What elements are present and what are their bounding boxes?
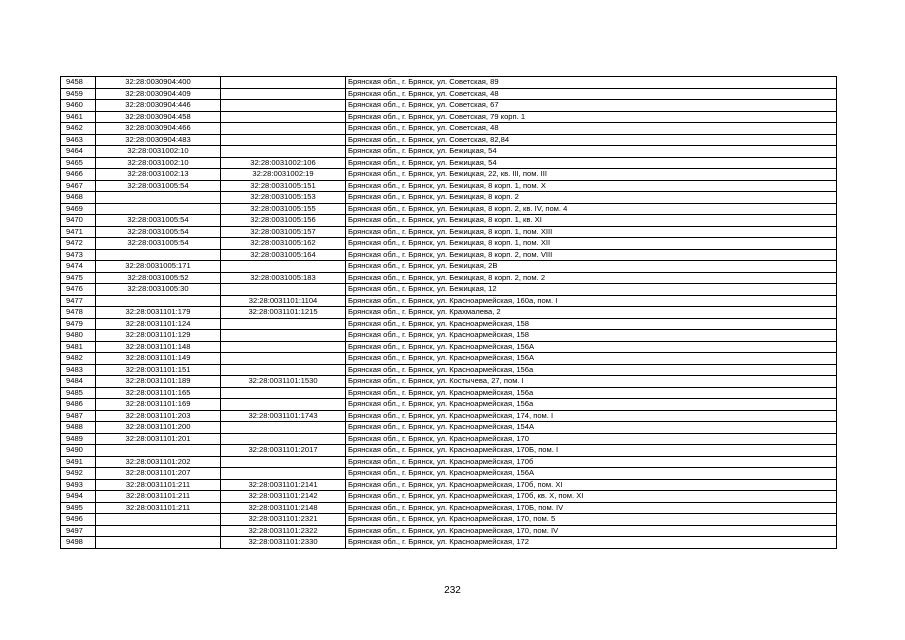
cadastral-number-cell: 32:28:0030904:458 [96, 111, 221, 123]
building-cadastral-cell: 32:28:0031101:2148 [221, 502, 346, 514]
cadastral-number-cell: 32:28:0031005:54 [96, 226, 221, 238]
table-row [61, 238, 837, 250]
table-row [61, 157, 837, 169]
row-number-cell: 9488 [61, 422, 96, 434]
cadastral-number-cell: 32:28:0031101:165 [96, 387, 221, 399]
row-number-cell: 9493 [61, 479, 96, 491]
address-cell: Брянская обл., г. Брянск, ул. Крахмалева, 2 [346, 307, 837, 319]
building-cadastral-cell: 32:28:0031002:106 [221, 157, 346, 169]
cadastral-number-cell: 32:28:0030904:466 [96, 123, 221, 135]
building-cadastral-cell: 32:28:0031101:2017 [221, 445, 346, 457]
building-cadastral-cell [221, 387, 346, 399]
address-cell: Брянская обл., г. Брянск, ул. Бежицкая, 8 корп. 1, пом. XII [346, 238, 837, 250]
building-cadastral-cell: 32:28:0031101:1104 [221, 295, 346, 307]
cadastral-number-cell: 32:28:0031005:54 [96, 215, 221, 227]
table-row [61, 525, 837, 537]
cadastral-number-cell: 32:28:0031005:54 [96, 180, 221, 192]
row-number-cell: 9458 [61, 77, 96, 89]
address-cell: Брянская обл., г. Брянск, ул. Бежицкая, 8 корп. 1, пом. XIII [346, 226, 837, 238]
table-row [61, 318, 837, 330]
row-number-cell: 9483 [61, 364, 96, 376]
address-cell: Брянская обл., г. Брянск, ул. Красноармейская, 156а [346, 387, 837, 399]
building-cadastral-cell: 32:28:0031005:157 [221, 226, 346, 238]
cadastral-number-cell: 32:28:0031101:124 [96, 318, 221, 330]
cadastral-number-cell: 32:28:0031101:148 [96, 341, 221, 353]
table-body [61, 77, 837, 549]
building-cadastral-cell [221, 123, 346, 135]
address-cell: Брянская обл., г. Брянск, ул. Советская, 48 [346, 123, 837, 135]
row-number-cell: 9467 [61, 180, 96, 192]
address-cell: Брянская обл., г. Брянск, ул. Бежицкая, 8 корп. 2, пом. 2 [346, 272, 837, 284]
table-row [61, 226, 837, 238]
cadastral-number-cell: 32:28:0031005:30 [96, 284, 221, 296]
address-cell: Брянская обл., г. Брянск, ул. Бежицкая, 54 [346, 146, 837, 158]
row-number-cell: 9465 [61, 157, 96, 169]
address-cell: Брянская обл., г. Брянск, ул. Бежицкая, 8 корп. 1, пом. X [346, 180, 837, 192]
address-cell: Брянская обл., г. Брянск, ул. Красноармейская, 160а, пом. I [346, 295, 837, 307]
table-row [61, 272, 837, 284]
row-number-cell: 9491 [61, 456, 96, 468]
building-cadastral-cell [221, 284, 346, 296]
row-number-cell: 9481 [61, 341, 96, 353]
building-cadastral-cell [221, 261, 346, 273]
building-cadastral-cell: 32:28:0031101:1743 [221, 410, 346, 422]
cadastral-number-cell [96, 445, 221, 457]
cadastral-number-cell: 32:28:0031101:202 [96, 456, 221, 468]
cadastral-number-cell: 32:28:0031101:149 [96, 353, 221, 365]
address-cell: Брянская обл., г. Брянск, ул. Красноармейская, 158 [346, 330, 837, 342]
row-number-cell: 9466 [61, 169, 96, 181]
address-cell: Брянская обл., г. Брянск, ул. Красноармейская, 170, пом. IV [346, 525, 837, 537]
building-cadastral-cell: 32:28:0031101:1215 [221, 307, 346, 319]
building-cadastral-cell: 32:28:0031005:162 [221, 238, 346, 250]
address-cell: Брянская обл., г. Брянск, ул. Бежицкая, 12 [346, 284, 837, 296]
building-cadastral-cell [221, 111, 346, 123]
row-number-cell: 9480 [61, 330, 96, 342]
building-cadastral-cell [221, 100, 346, 112]
row-number-cell: 9494 [61, 491, 96, 503]
building-cadastral-cell [221, 330, 346, 342]
table-row [61, 491, 837, 503]
building-cadastral-cell: 32:28:0031101:2141 [221, 479, 346, 491]
cadastral-number-cell: 32:28:0031101:201 [96, 433, 221, 445]
table-row [61, 100, 837, 112]
cadastral-number-cell: 32:28:0031101:207 [96, 468, 221, 480]
table-row [61, 123, 837, 135]
address-cell: Брянская обл., г. Брянск, ул. Красноармейская, 170Б, пом. IV [346, 502, 837, 514]
cadastral-number-cell: 32:28:0031101:200 [96, 422, 221, 434]
address-cell: Брянская обл., г. Брянск, ул. Красноармейская, 156А [346, 468, 837, 480]
address-cell: Брянская обл., г. Брянск, ул. Красноармейская, 156А [346, 341, 837, 353]
cadastral-number-cell: 32:28:0030904:409 [96, 88, 221, 100]
address-cell: Брянская обл., г. Брянск, ул. Красноармейская, 156а [346, 399, 837, 411]
cadastral-number-cell: 32:28:0031101:151 [96, 364, 221, 376]
cadastral-number-cell: 32:28:0030904:446 [96, 100, 221, 112]
row-number-cell: 9485 [61, 387, 96, 399]
cadastral-number-cell [96, 249, 221, 261]
cadastral-number-cell: 32:28:0031002:13 [96, 169, 221, 181]
building-cadastral-cell: 32:28:0031005:183 [221, 272, 346, 284]
row-number-cell: 9468 [61, 192, 96, 204]
building-cadastral-cell [221, 88, 346, 100]
table-row [61, 284, 837, 296]
address-cell: Брянская обл., г. Брянск, ул. Красноармейская, 170б [346, 456, 837, 468]
cadastral-number-cell: 32:28:0031101:211 [96, 491, 221, 503]
table-row [61, 468, 837, 480]
table-row [61, 456, 837, 468]
cadastral-number-cell: 32:28:0031101:211 [96, 479, 221, 491]
row-number-cell: 9486 [61, 399, 96, 411]
row-number-cell: 9471 [61, 226, 96, 238]
cadastral-number-cell: 32:28:0031002:10 [96, 146, 221, 158]
building-cadastral-cell: 32:28:0031002:19 [221, 169, 346, 181]
building-cadastral-cell: 32:28:0031005:164 [221, 249, 346, 261]
table-row [61, 180, 837, 192]
table-row [61, 88, 837, 100]
building-cadastral-cell: 32:28:0031101:2142 [221, 491, 346, 503]
row-number-cell: 9460 [61, 100, 96, 112]
table-row [61, 192, 837, 204]
address-cell: Брянская обл., г. Брянск, ул. Красноармейская, 158 [346, 318, 837, 330]
row-number-cell: 9464 [61, 146, 96, 158]
table-row [61, 399, 837, 411]
cadastral-number-cell: 32:28:0031101:211 [96, 502, 221, 514]
row-number-cell: 9461 [61, 111, 96, 123]
table-row [61, 353, 837, 365]
building-cadastral-cell [221, 364, 346, 376]
table-row [61, 146, 837, 158]
table-row [61, 445, 837, 457]
cadastral-number-cell: 32:28:0031101:189 [96, 376, 221, 388]
row-number-cell: 9497 [61, 525, 96, 537]
row-number-cell: 9487 [61, 410, 96, 422]
address-cell: Брянская обл., г. Брянск, ул. Красноармейская, 170б, пом. XI [346, 479, 837, 491]
building-cadastral-cell [221, 146, 346, 158]
row-number-cell: 9489 [61, 433, 96, 445]
address-cell: Брянская обл., г. Брянск, ул. Советская, 48 [346, 88, 837, 100]
row-number-cell: 9477 [61, 295, 96, 307]
table-row [61, 169, 837, 181]
building-cadastral-cell: 32:28:0031101:2330 [221, 537, 346, 549]
address-cell: Брянская обл., г. Брянск, ул. Красноармейская, 170, пом. 5 [346, 514, 837, 526]
cadastral-number-cell: 32:28:0031101:203 [96, 410, 221, 422]
table-row [61, 203, 837, 215]
table-row [61, 341, 837, 353]
row-number-cell: 9490 [61, 445, 96, 457]
address-cell: Брянская обл., г. Брянск, ул. Бежицкая, 54 [346, 157, 837, 169]
building-cadastral-cell [221, 134, 346, 146]
cadastral-number-cell: 32:28:0031101:169 [96, 399, 221, 411]
address-cell: Брянская обл., г. Брянск, ул. Бежицкая, 8 корп. 2, пом. VIII [346, 249, 837, 261]
table-row [61, 479, 837, 491]
address-cell: Брянская обл., г. Брянск, ул. Красноармейская, 170 [346, 433, 837, 445]
cadastral-number-cell: 32:28:0031005:171 [96, 261, 221, 273]
cadastral-number-cell [96, 192, 221, 204]
cadastral-number-cell [96, 295, 221, 307]
building-cadastral-cell: 32:28:0031005:155 [221, 203, 346, 215]
table-row [61, 77, 837, 89]
row-number-cell: 9473 [61, 249, 96, 261]
building-cadastral-cell [221, 318, 346, 330]
row-number-cell: 9472 [61, 238, 96, 250]
building-cadastral-cell: 32:28:0031005:151 [221, 180, 346, 192]
table-row [61, 330, 837, 342]
address-cell: Брянская обл., г. Брянск, ул. Красноармейская, 170Б, пом. I [346, 445, 837, 457]
row-number-cell: 9478 [61, 307, 96, 319]
row-number-cell: 9459 [61, 88, 96, 100]
building-cadastral-cell: 32:28:0031101:2322 [221, 525, 346, 537]
table-row [61, 215, 837, 227]
building-cadastral-cell [221, 433, 346, 445]
building-cadastral-cell [221, 399, 346, 411]
row-number-cell: 9476 [61, 284, 96, 296]
cadastral-number-cell [96, 514, 221, 526]
address-cell: Брянская обл., г. Брянск, ул. Красноармейская, 170б, кв. X, пом. XI [346, 491, 837, 503]
address-cell: Брянская обл., г. Брянск, ул. Красноармейская, 156а [346, 364, 837, 376]
row-number-cell: 9482 [61, 353, 96, 365]
building-cadastral-cell [221, 353, 346, 365]
building-cadastral-cell [221, 77, 346, 89]
table-row [61, 387, 837, 399]
cadastral-number-cell: 32:28:0031002:10 [96, 157, 221, 169]
building-cadastral-cell: 32:28:0031005:153 [221, 192, 346, 204]
address-cell: Брянская обл., г. Брянск, ул. Бежицкая, 8 корп. 1, кв. XI [346, 215, 837, 227]
building-cadastral-cell [221, 341, 346, 353]
cadastral-number-cell [96, 203, 221, 215]
cadastral-number-cell: 32:28:0031101:179 [96, 307, 221, 319]
cadastral-number-cell [96, 525, 221, 537]
address-cell: Брянская обл., г. Брянск, ул. Красноармейская, 172 [346, 537, 837, 549]
property-table [60, 76, 837, 549]
building-cadastral-cell: 32:28:0031005:156 [221, 215, 346, 227]
table-row [61, 422, 837, 434]
cadastral-number-cell: 32:28:0030904:483 [96, 134, 221, 146]
cadastral-number-cell [96, 537, 221, 549]
address-cell: Брянская обл., г. Брянск, ул. Бежицкая, 22, кв. III, пом. III [346, 169, 837, 181]
address-cell: Брянская обл., г. Брянск, ул. Советская, 82,84 [346, 134, 837, 146]
table-row [61, 111, 837, 123]
row-number-cell: 9470 [61, 215, 96, 227]
row-number-cell: 9475 [61, 272, 96, 284]
table-row [61, 502, 837, 514]
table-row [61, 295, 837, 307]
address-cell: Брянская обл., г. Брянск, ул. Бежицкая, 8 корп. 2, кв. IV, пом. 4 [346, 203, 837, 215]
table-row [61, 537, 837, 549]
row-number-cell: 9484 [61, 376, 96, 388]
table-row [61, 134, 837, 146]
row-number-cell: 9496 [61, 514, 96, 526]
address-cell: Брянская обл., г. Брянск, ул. Советская, 67 [346, 100, 837, 112]
building-cadastral-cell [221, 422, 346, 434]
row-number-cell: 9474 [61, 261, 96, 273]
table-row [61, 249, 837, 261]
cadastral-number-cell: 32:28:0031005:52 [96, 272, 221, 284]
table-row [61, 307, 837, 319]
cadastral-number-cell: 32:28:0031101:129 [96, 330, 221, 342]
address-cell: Брянская обл., г. Брянск, ул. Красноармейская, 154А [346, 422, 837, 434]
address-cell: Брянская обл., г. Брянск, ул. Бежицкая, 8 корп. 2 [346, 192, 837, 204]
cadastral-number-cell: 32:28:0031005:54 [96, 238, 221, 250]
building-cadastral-cell [221, 468, 346, 480]
row-number-cell: 9498 [61, 537, 96, 549]
address-cell: Брянская обл., г. Брянск, ул. Бежицкая, 2В [346, 261, 837, 273]
table-row [61, 261, 837, 273]
row-number-cell: 9469 [61, 203, 96, 215]
building-cadastral-cell: 32:28:0031101:2321 [221, 514, 346, 526]
table-row [61, 433, 837, 445]
table-row [61, 410, 837, 422]
building-cadastral-cell: 32:28:0031101:1530 [221, 376, 346, 388]
row-number-cell: 9495 [61, 502, 96, 514]
row-number-cell: 9463 [61, 134, 96, 146]
address-cell: Брянская обл., г. Брянск, ул. Советская, 89 [346, 77, 837, 89]
building-cadastral-cell [221, 456, 346, 468]
address-cell: Брянская обл., г. Брянск, ул. Красноармейская, 156А [346, 353, 837, 365]
row-number-cell: 9462 [61, 123, 96, 135]
table-row [61, 364, 837, 376]
cadastral-number-cell: 32:28:0030904:400 [96, 77, 221, 89]
row-number-cell: 9479 [61, 318, 96, 330]
page-number: 232 [444, 585, 461, 596]
address-cell: Брянская обл., г. Брянск, ул. Советская, 79 корп. 1 [346, 111, 837, 123]
address-cell: Брянская обл., г. Брянск, ул. Красноармейская, 174, пом. I [346, 410, 837, 422]
address-cell: Брянская обл., г. Брянск, ул. Костычева, 27, пом. I [346, 376, 837, 388]
table-row [61, 376, 837, 388]
row-number-cell: 9492 [61, 468, 96, 480]
table-row [61, 514, 837, 526]
